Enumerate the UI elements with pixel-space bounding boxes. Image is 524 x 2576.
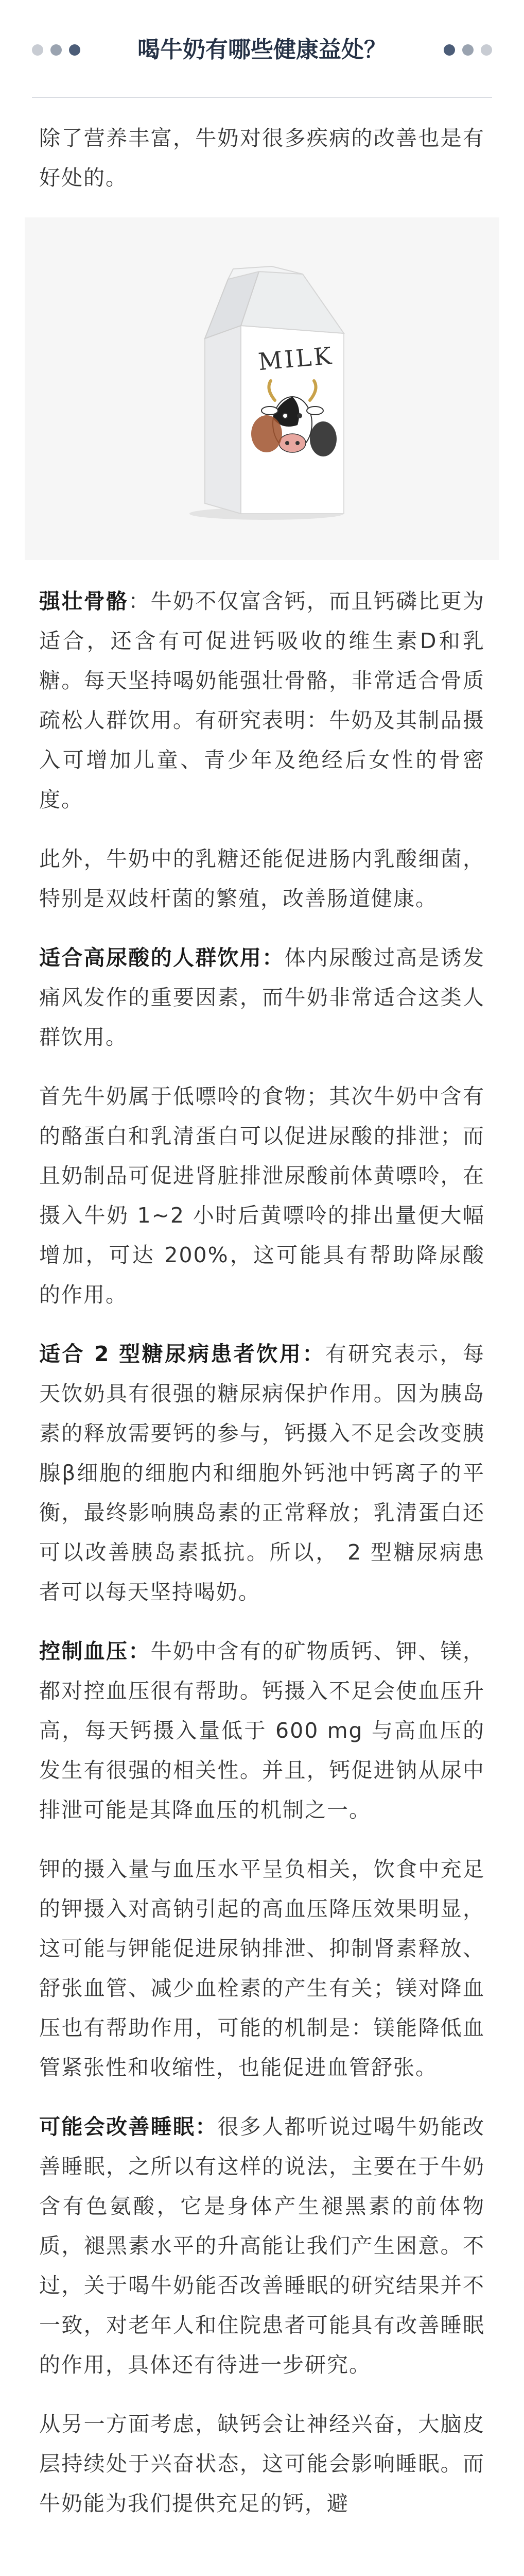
paragraph-heading: 适合 2 型糖尿病患者饮用：: [39, 1342, 325, 1366]
paragraph-diabetes: [39, 1334, 485, 1612]
paragraph-blood-pressure: [39, 1632, 485, 1830]
paragraph-text: 从另一方面考虑，缺钙会让神经兴奋，大脑皮层持续处于兴奋状态，这可能会影响睡眠。而牛奶能为我们提供充足的钙，避: [39, 2412, 485, 2516]
paragraph-sleep: [39, 2107, 485, 2385]
paragraph-text: 体内尿酸过高是诱发痛风发作的重要因素，而牛奶非常适合这类人群饮用。: [39, 945, 485, 1049]
article-header: [0, 0, 524, 100]
dot-6: [481, 44, 492, 56]
paragraph-text: ：牛奶不仅富含钙，而且钙磷比更为适合，还含有可促进钙吸收的维生素D和乳糖。每天坚持喝奶能强壮骨骼，非常适合骨质疏松人群饮用。有研究表明：牛奶及其制品摄入可增加儿童、青少年及绝经后女性的骨密度。: [39, 589, 485, 812]
header-divider: [32, 97, 492, 98]
paragraph-bones: [39, 582, 485, 820]
paragraph-text: 牛奶中含有的矿物质钙、钾、镁，都对控血压很有帮助。钙摄入不足会使血压升高，每天钙摄入量低于 600 mg 与高血压的发生有很强的相关性。并且，钙促进钠从尿中排泄可能是其降血压的机制之一。: [39, 1639, 485, 1822]
dot-4: [444, 44, 455, 56]
paragraph-text: 钾的摄入量与血压水平呈负相关，饮食中充足的钾摄入对高钠引起的高血压降压效果明显，这可能与钾能促进尿钠排泄、抑制肾素释放、舒张血管、减少血栓素的产生有关；镁对降血压也有帮助作用，可能的机制是：镁能降低血管紧张性和收缩性，也能促进血管舒张。: [39, 1857, 485, 2080]
paragraph-text: 有研究表示，每天饮奶具有很强的糖尿病保护作用。因为胰岛素的释放需要钙的参与，钙摄入不足会改变胰腺β细胞的细胞内和细胞外钙池中钙离子的平衡，最终影响胰岛素的正常释放；乳清蛋白还可以改善胰岛素抵抗。所以， 2 型糖尿病患者可以每天坚持喝奶。: [39, 1342, 485, 1604]
paragraph-text: 首先牛奶属于低嘌呤的食物；其次牛奶中含有的酪蛋白和乳清蛋白可以促进尿酸的排泄；而且奶制品可促进肾脏排泄尿酸前体黄嘌呤，在摄入牛奶 1~2 小时后黄嘌呤的排出量便大幅增加，可达 200%，这可能具有帮助降尿酸的作用。: [39, 1084, 485, 1307]
paragraph-uric-acid: [39, 938, 485, 1057]
paragraph-potassium: [39, 1850, 485, 2088]
paragraph-heading: 适合高尿酸的人群饮用：: [39, 945, 285, 970]
paragraph-heading: 可能会改善睡眠：: [39, 2114, 218, 2139]
article-body: [39, 118, 485, 2543]
paragraph-gut: [39, 839, 485, 919]
paragraph-intro: [39, 118, 485, 198]
milk-carton-illustration: [25, 217, 499, 560]
dot-5: [462, 44, 474, 56]
paragraph-purine: [39, 1077, 485, 1315]
carton-label: MILK: [257, 341, 335, 376]
decorative-dots-right: [444, 44, 492, 56]
paragraph-heading: 强壮骨骼: [39, 589, 129, 614]
paragraph-text: 除了营养丰富，牛奶对很多疾病的改善也是有好处的。: [39, 126, 485, 190]
milk-carton-icon: [25, 217, 499, 560]
page-title: 喝牛奶有哪些健康益处？: [137, 37, 387, 63]
paragraph-text: 很多人都听说过喝牛奶能改善睡眠，之所以有这样的说法，主要在于牛奶含有色氨酸，它是身体产生褪黑素的前体物质，褪黑素水平的升高能让我们产生困意。不过，关于喝牛奶能否改善睡眠的研究结果并不一致，对老年人和住院患者可能具有改善睡眠的作用，具体还有待进一步研究。: [39, 2114, 485, 2377]
paragraph-heading: 控制血压：: [39, 1639, 151, 1664]
paragraph-calcium-sleep: [39, 2404, 485, 2523]
paragraph-text: 此外，牛奶中的乳糖还能促进肠内乳酸细菌，特别是双歧杆菌的繁殖，改善肠道健康。: [39, 846, 485, 911]
